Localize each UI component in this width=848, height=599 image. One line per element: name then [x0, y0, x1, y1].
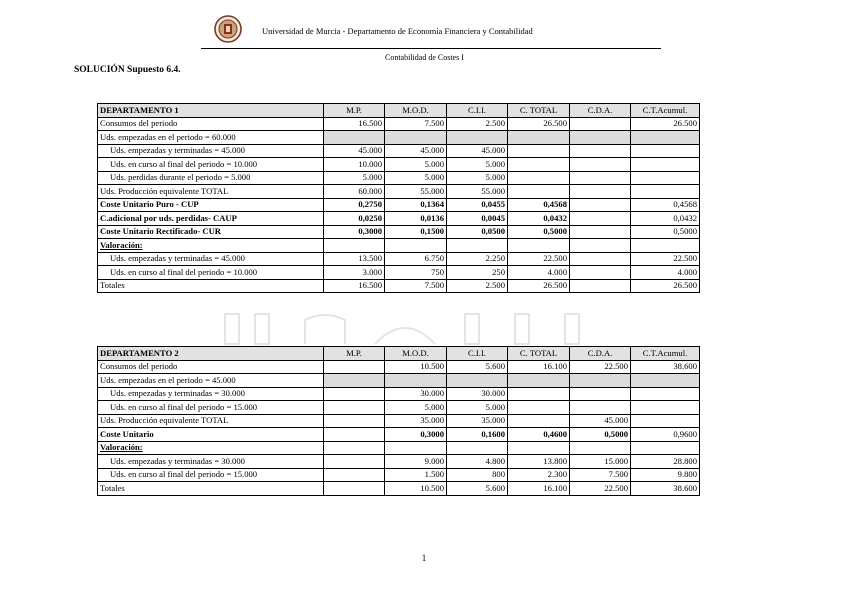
table-row: Consumos del periodo 10.500 5.600 16.100 22.500 38.600: [98, 360, 700, 374]
col-total: C. TOTAL: [508, 347, 570, 361]
header-rule: [201, 48, 661, 49]
table-row: Uds. en curso al final del periodo = 15.000 5.000 5.000: [98, 401, 700, 415]
table-row: Valoración:: [98, 441, 700, 455]
col-acum: C.T.Acumul.: [631, 347, 700, 361]
page-number: 1: [421, 553, 427, 563]
col-mp: M.P.: [324, 104, 385, 118]
department-1-table: [97, 103, 700, 293]
table-row: Coste Unitario 0,3000 0,1600 0,4600 0,5000 0,9600: [98, 428, 700, 442]
table-row: Coste Unitario Rectificado- CUR 0,3000 0,1500 0,0500 0,5000 0,5000: [98, 225, 700, 239]
university-name: Universidad de Murcia - Departamento de Economía Financiera y Contabilidad: [262, 26, 533, 36]
col-mod: M.O.D.: [385, 347, 447, 361]
col-cii: C.I.I.: [447, 104, 508, 118]
table-row: Uds. Producción equivalente TOTAL 60.000 55.000 55.000: [98, 185, 700, 199]
table-row: Uds. en curso al final del periodo = 10.000 3.000 750 250 4.000 4.000: [98, 266, 700, 280]
table-row: Uds. en curso al final del periodo = 10.000 10.000 5.000 5.000: [98, 158, 700, 172]
table-row: Valoración:: [98, 239, 700, 253]
table-row: Totales 16.500 7.500 2.500 26.500 26.500: [98, 279, 700, 293]
table-header-row: [98, 347, 700, 361]
table-row: Coste Unitario Puro - CUP 0,2750 0,1364 0,0455 0,4568 0,4568: [98, 198, 700, 212]
col-mod: M.O.D.: [385, 104, 447, 118]
watermark-crest-icon: [215, 310, 595, 346]
col-total: C. TOTAL: [508, 104, 570, 118]
table-row: Uds. perdidas durante el periodo = 5.000 5.000 5.000 5.000: [98, 171, 700, 185]
department-title: DEPARTAMENTO 2: [98, 347, 324, 361]
table-header-row: [98, 104, 700, 118]
solution-title: SOLUCIÓN Supuesto 6.4.: [74, 65, 181, 75]
table-row: Uds. empezadas en el periodo = 45.000: [98, 374, 700, 388]
col-acum: C.T.Acumul.: [631, 104, 700, 118]
department-title: DEPARTAMENTO 1: [98, 104, 324, 118]
col-cda: C.D.A.: [570, 347, 631, 361]
table-row: Consumos del periodo 16.500 7.500 2.500 26.500 26.500: [98, 117, 700, 131]
table-row: Uds. empezadas y terminadas = 45.000 45.000 45.000 45.000: [98, 144, 700, 158]
university-crest-icon: [214, 14, 242, 44]
table-row: Totales 10.500 5.600 16.100 22.500 38.600: [98, 482, 700, 496]
col-cii: C.I.I.: [447, 347, 508, 361]
col-cda: C.D.A.: [570, 104, 631, 118]
table-row: Uds. empezadas en el periodo = 60.000: [98, 131, 700, 145]
table-row: Uds. empezadas y terminadas = 30.000 9.000 4.800 13.800 15.000 28.800: [98, 455, 700, 469]
table-row: Uds. en curso al final del periodo = 15.000 1.500 800 2.300 7.500 9.800: [98, 468, 700, 482]
table-row: Uds. empezadas y terminadas = 30.000 30.000 30.000: [98, 387, 700, 401]
table-row: Uds. Producción equivalente TOTAL 35.000 35.000 45.000: [98, 414, 700, 428]
table-row: C.adicional por uds. perdidas- CAUP 0,0250 0,0136 0,0045 0,0432 0,0432: [98, 212, 700, 226]
col-mp: M.P.: [324, 347, 385, 361]
table-row: Uds. empezadas y terminadas = 45.000 13.500 6.750 2.250 22.500 22.500: [98, 252, 700, 266]
course-name: Contabilidad de Costes I: [385, 53, 464, 62]
department-2-table: [97, 346, 700, 496]
